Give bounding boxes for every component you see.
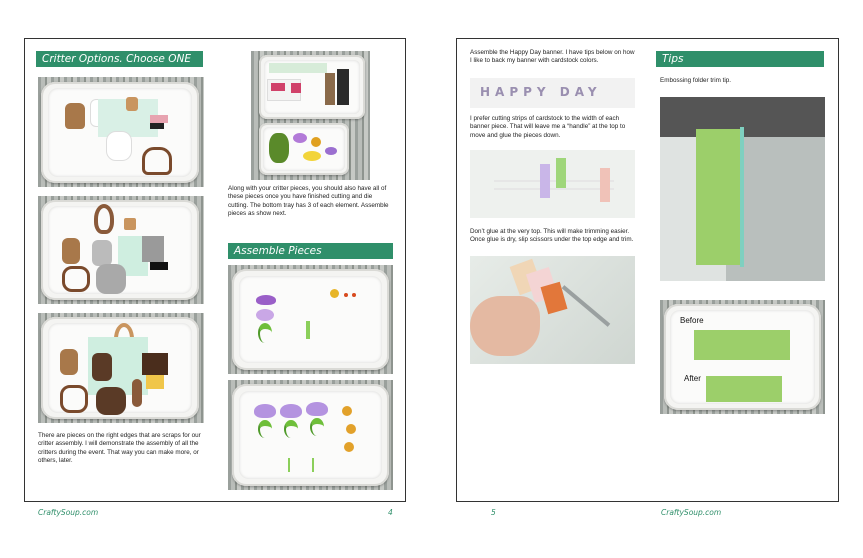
flower-orange <box>311 137 321 147</box>
flower-mid-lavender <box>256 309 274 321</box>
assemble-pieces-heading: Assemble Pieces <box>228 243 393 259</box>
flower-yellow <box>303 151 321 161</box>
critter-options-heading: Critter Options. Choose ONE <box>36 51 203 67</box>
flower-top-purple <box>256 295 276 305</box>
footer-site-right: CraftySoup.com <box>661 508 722 517</box>
banner-paragraph: Assemble the Happy Day banner. I have tips below on how I like to back my banner with cardstock colors. <box>470 49 635 65</box>
strip-green <box>556 158 566 188</box>
pieces-photo <box>251 51 370 180</box>
pieces-paragraph: Along with your critter pieces, you should also have all of these pieces once you have finished cutting and die cutting. The bottom tray has 3 of each element. Assemble pieces as show next. <box>228 185 389 217</box>
before-after-photo <box>660 300 825 414</box>
toast-outline-2 <box>62 266 90 292</box>
glue-paragraph: Don’t glue at the very top. This will make trimming easier. Once glue is dry, slip scissors under the top edge and trim. <box>470 228 634 244</box>
strips-paragraph: I prefer cutting strips of cardstock to the width of each banner piece. That will leave me a “handle” at the top to move and glue the pieces down. <box>470 115 626 139</box>
green-strip <box>269 63 327 73</box>
critter-photo-worm <box>38 196 204 304</box>
orange-flower-a <box>342 406 352 416</box>
tag-piece-2 <box>124 218 136 230</box>
toast-dark <box>96 387 126 415</box>
bunny-brown-2 <box>62 238 80 264</box>
after-label: After <box>684 374 701 383</box>
toast-white <box>106 131 132 161</box>
scissor-blade <box>562 285 611 327</box>
critter-photo-beaver <box>38 313 204 423</box>
happy-day-banner-photo <box>470 78 635 108</box>
strip-pink <box>600 168 610 202</box>
beaver-dark <box>92 353 112 381</box>
toast-outline-3 <box>60 385 88 413</box>
yellow-piece <box>146 375 164 389</box>
bunny-brown-3 <box>60 349 78 375</box>
stem-c <box>310 418 324 436</box>
trimmer-photo <box>660 97 825 281</box>
black-piece <box>150 123 164 129</box>
black-piece-2 <box>150 262 168 270</box>
orange-flower-c <box>344 442 354 452</box>
bunny-piece-brown <box>65 103 85 129</box>
orange-flower-b <box>346 424 356 434</box>
dot-red-2 <box>352 293 356 297</box>
small-stems <box>288 458 314 472</box>
toast-outline <box>142 147 172 175</box>
embossed-panel <box>696 129 744 265</box>
leaves-green <box>269 133 289 163</box>
footer-site-left: CraftySoup.com <box>38 508 99 517</box>
critter-photo-bunny <box>38 77 204 187</box>
tips-heading: Tips <box>656 51 824 67</box>
trim-rail <box>740 127 744 267</box>
small-stem <box>306 321 310 339</box>
magenta-piece <box>271 83 285 91</box>
flower-c <box>306 402 328 416</box>
flower-b <box>280 404 302 418</box>
scraps-paragraph: There are pieces on the right edges that are scraps for our critter assembly. I will demonstrate the assembly of all the critters during the event. That way you can make more, or others, later. <box>38 432 201 464</box>
white-banner <box>494 180 614 190</box>
flower-purple <box>293 133 307 143</box>
bunny-grey <box>92 240 112 266</box>
after-panel <box>706 376 782 402</box>
flower-purple-2 <box>325 147 337 155</box>
strip-lavender <box>540 164 550 198</box>
tip-caption: Embossing folder trim tip. <box>660 77 732 84</box>
black-strip <box>337 69 349 105</box>
before-label: Before <box>680 316 704 325</box>
before-panel <box>694 330 790 360</box>
stem-b <box>284 420 298 438</box>
pink-piece <box>150 115 168 123</box>
page-number-left: 4 <box>388 508 393 517</box>
flower-a <box>254 404 276 418</box>
orange-flower-1 <box>330 289 339 298</box>
assemble-photo-triple <box>228 380 393 490</box>
hand <box>470 296 540 356</box>
beaver-tail <box>142 353 168 375</box>
assemble-photo-single <box>228 265 393 374</box>
strips-photo <box>470 150 635 218</box>
magenta-piece-2 <box>291 83 301 93</box>
grey-piece <box>142 236 164 262</box>
banner-letters: HAPPY DAY <box>480 85 602 99</box>
toast-grey <box>96 264 126 294</box>
page-number-right: 5 <box>491 508 496 517</box>
worm-piece <box>94 204 114 234</box>
arm-piece <box>132 379 142 407</box>
brown-strip <box>325 73 335 105</box>
scissors-photo <box>470 256 635 364</box>
stem-a <box>258 420 272 438</box>
dot-red <box>344 293 348 297</box>
stem-leaf <box>258 323 272 343</box>
tag-piece <box>126 97 138 111</box>
